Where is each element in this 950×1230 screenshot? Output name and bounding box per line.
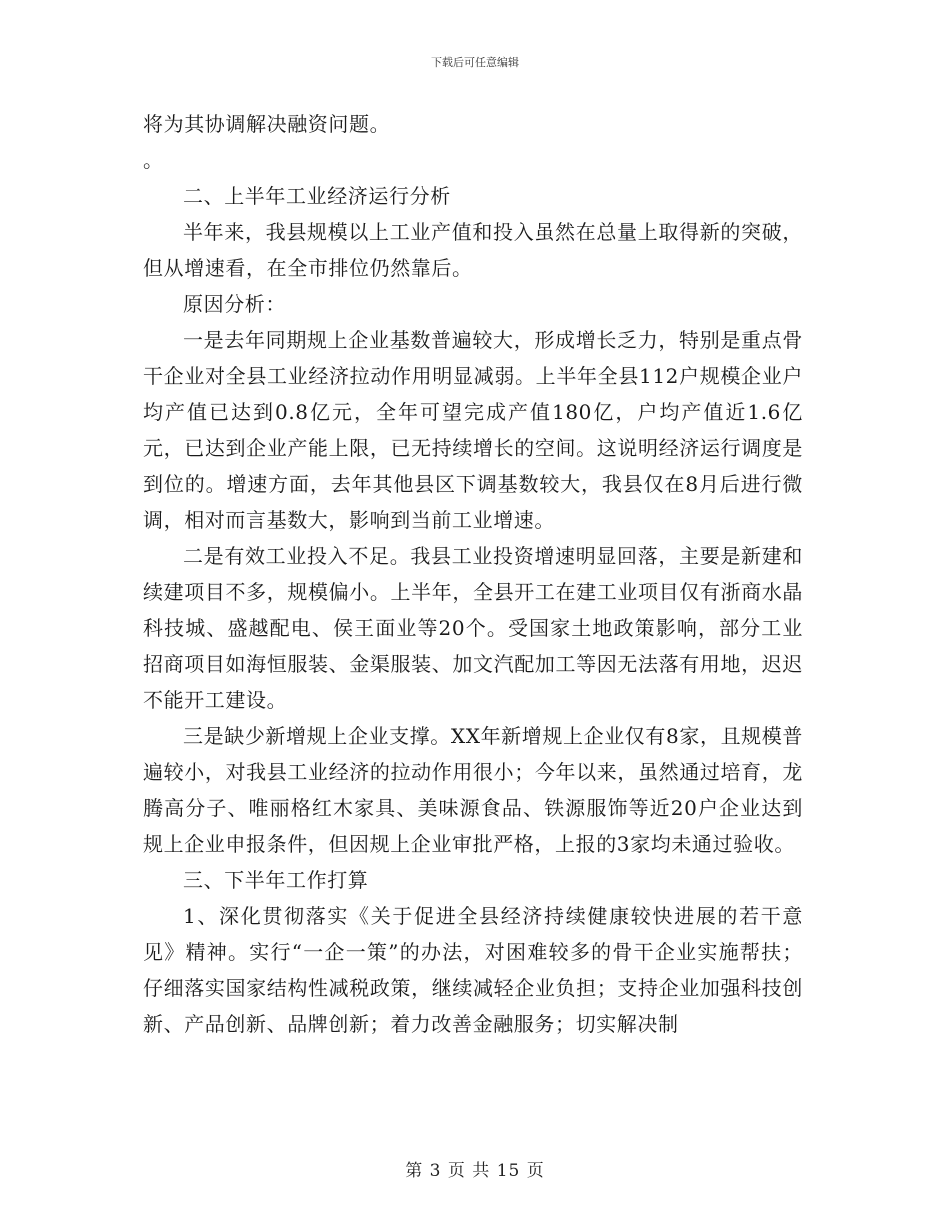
page-header-note: 下载后可任意编辑 [431, 56, 519, 69]
page-number: 第 3 页 共 15 页 [405, 1161, 545, 1181]
section-heading-analysis: 二、上半年工业经济运行分析 [183, 184, 451, 208]
paragraph-stray-period: 。 [143, 148, 164, 172]
paragraph-cause-two: 二是有效工业投入不足。我县工业投资增速明显回落，主要是新建和续建项目不多，规模偏小。上半年，全县开工在建工业项目仅有浙商水晶科技城、盛越配电、侯王面业等20个。受国家土地政策影响，部分工业招商项目如海恒服装、金渠服装、加文汽配加工等因无法落有用地，迟迟不能开工建设。 [143, 544, 803, 712]
paragraph-cause-one: 一是去年同期规上企业基数普遍较大，形成增长乏力，特别是重点骨干企业对全县工业经济拉动作用明显减弱。上半年全县112户规模企业户均产值已达到0.8亿元，全年可望完成产值180亿，户均产值近1.6亿元，已达到企业产能上限，已无持续增长的空间。这说明经济运行调度是到位的。增速方面，去年其他县区下调基数较大，我县仅在8月后进行微调，相对而言基数大，影响到当前工业增速。 [143, 328, 803, 532]
paragraph-cause-three: 三是缺少新增规上企业支撑。XX年新增规上企业仅有8家，且规模普遍较小，对我县工业经济的拉动作用很小；今年以来，虽然通过培育，龙腾高分子、唯丽格红木家具、美味源食品、铁源服饰等近20户企业达到规上企业申报条件，但因规上企业审批严格，上报的3家均未通过验收。 [143, 724, 803, 856]
document-body [143, 106, 803, 1042]
paragraph-plan-one: 1、深化贯彻落实《关于促进全县经济持续健康较快进展的若干意见》精神。实行“一企一策”的办法，对困难较多的骨干企业实施帮扶；仔细落实国家结构性减税政策，继续减轻企业负担；支持企业加强科技创新、产品创新、品牌创新；着力改善金融服务；切实解决制 [143, 904, 803, 1036]
paragraph-half-year: 半年来，我县规模以上工业产值和投入虽然在总量上取得新的突破，但从增速看，在全市排位仍然靠后。 [143, 220, 803, 280]
paragraph-cause-label: 原因分析： [183, 292, 286, 316]
paragraph-financing: 将为其协调解决融资问题。 [143, 112, 391, 136]
section-heading-plan: 三、下半年工作打算 [183, 868, 369, 892]
